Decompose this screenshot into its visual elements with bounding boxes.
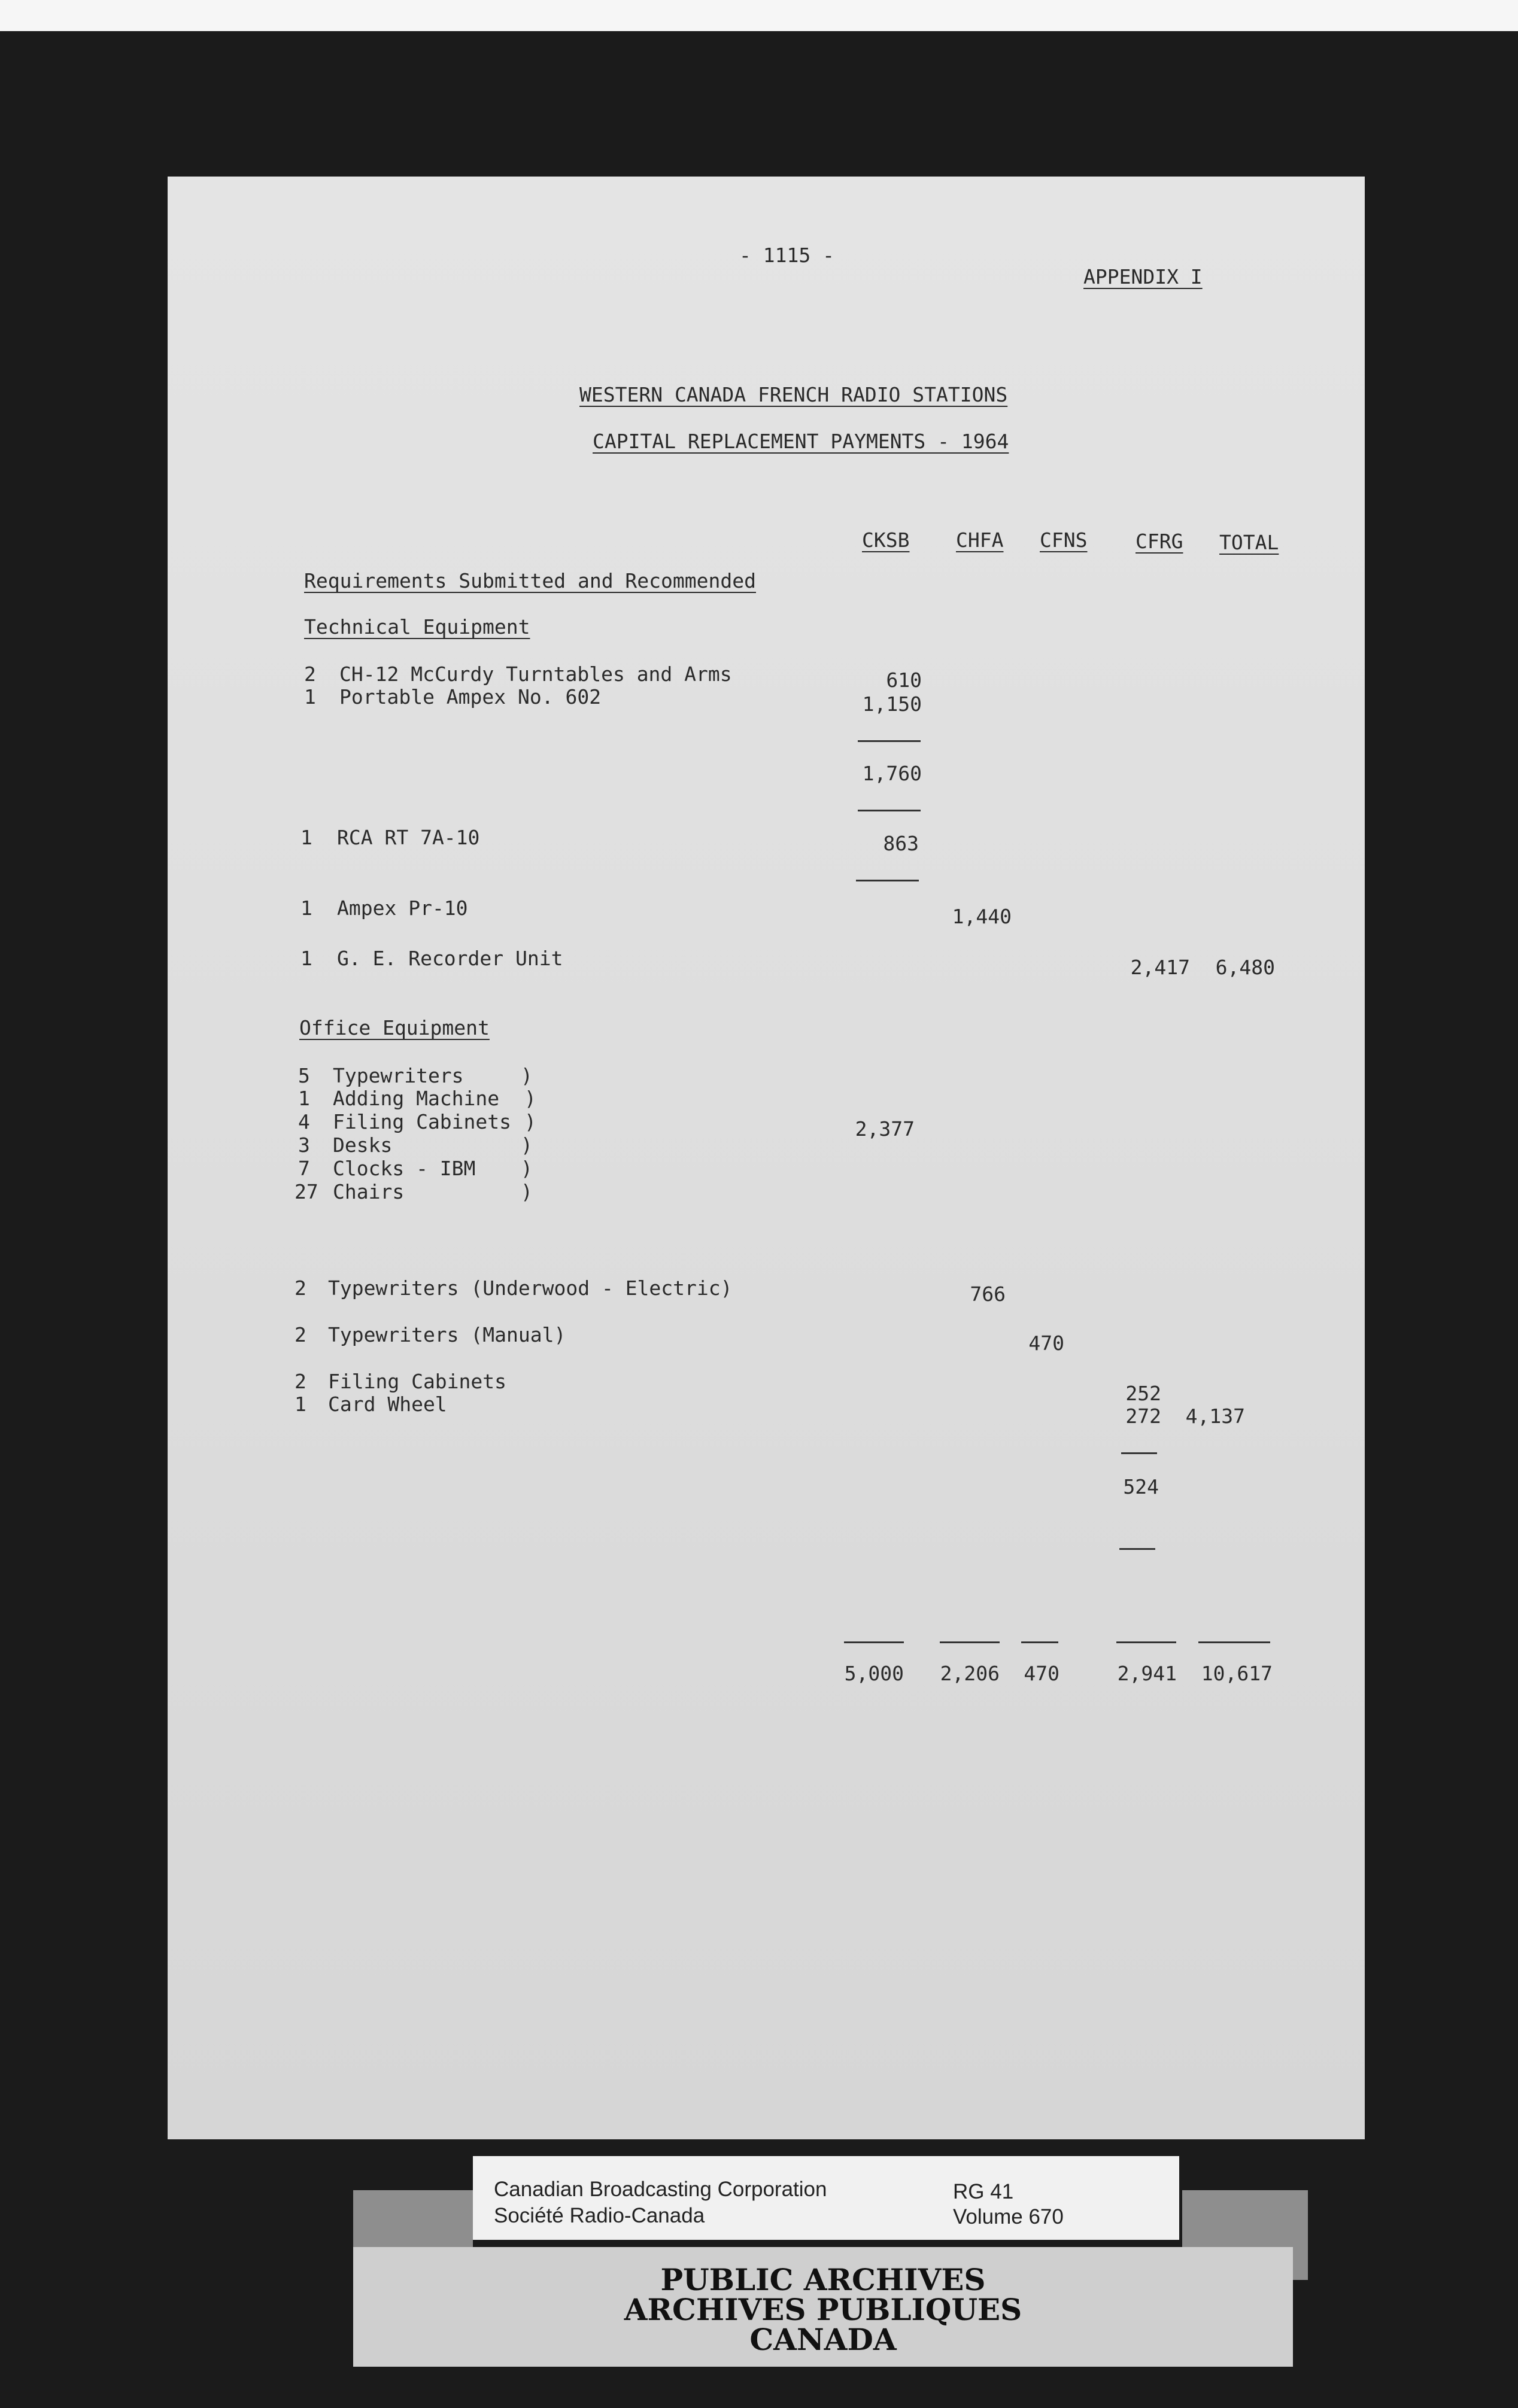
item-description: RCA RT 7A-10 xyxy=(337,826,480,849)
column-header-chfa: CHFA xyxy=(956,528,1004,552)
group-bracket: ) xyxy=(521,1180,533,1203)
grand-total-cksb: 5,000 xyxy=(844,1662,904,1685)
item-description: Clocks - IBM xyxy=(333,1157,476,1180)
subtotal-rule xyxy=(858,810,921,811)
archive-label-volume: Volume 670 xyxy=(953,2205,1064,2228)
document-page xyxy=(168,177,1365,2139)
item-description: CH-12 McCurdy Turntables and Arms xyxy=(339,662,732,686)
cksb-value: 2,377 xyxy=(855,1117,915,1141)
column-header-cfrg: CFRG xyxy=(1136,530,1183,553)
total-rule xyxy=(1021,1641,1058,1643)
total-value: 4,137 xyxy=(1185,1404,1245,1428)
section-heading-office: Office Equipment xyxy=(299,1016,490,1039)
item-qty: 2 xyxy=(304,662,316,686)
item-qty: 4 xyxy=(298,1110,310,1133)
item-description: Typewriters (Underwood - Electric) xyxy=(328,1276,733,1300)
chfa-value: 766 xyxy=(970,1282,1006,1306)
group-bracket: ) xyxy=(521,1133,533,1157)
section-heading-technical: Technical Equipment xyxy=(304,615,530,639)
item-qty: 2 xyxy=(295,1370,306,1393)
item-qty: 2 xyxy=(295,1323,306,1346)
stamp-line: PUBLIC ARCHIVES xyxy=(660,2262,986,2297)
cfns-value: 470 xyxy=(1028,1331,1064,1355)
item-qty: 1 xyxy=(295,1392,306,1416)
column-header-cksb: CKSB xyxy=(862,528,910,552)
item-description: Ampex Pr-10 xyxy=(337,896,468,920)
cfrg-value: 272 xyxy=(1125,1404,1161,1428)
item-qty: 1 xyxy=(300,896,312,920)
archive-label xyxy=(473,2156,1179,2240)
group-bracket: ) xyxy=(521,1064,533,1087)
item-qty: 1 xyxy=(300,947,312,970)
cksb-value: 610 xyxy=(886,668,922,692)
appendix-label: APPENDIX I xyxy=(1083,265,1203,288)
section-heading-requirements: Requirements Submitted and Recommended xyxy=(304,569,756,592)
grand-total-cfrg: 2,941 xyxy=(1117,1662,1177,1685)
grand-total-cfns: 470 xyxy=(1024,1662,1059,1685)
subtotal-rule xyxy=(1119,1548,1155,1550)
cksb-value: 1,150 xyxy=(862,692,922,716)
archive-label-line1: Canadian Broadcasting Corporation xyxy=(494,2178,827,2201)
item-qty: 1 xyxy=(298,1087,310,1110)
cksb-subtotal: 1,760 xyxy=(862,762,922,785)
item-qty: 7 xyxy=(298,1157,310,1180)
item-description: Card Wheel xyxy=(328,1392,447,1416)
column-header-cfns: CFNS xyxy=(1040,528,1088,552)
cfrg-subtotal: 524 xyxy=(1123,1475,1159,1498)
grand-total-all: 10,617 xyxy=(1201,1662,1273,1685)
chfa-value: 1,440 xyxy=(952,905,1012,928)
subtotal-rule xyxy=(858,740,921,742)
item-description: Typewriters xyxy=(333,1064,464,1087)
group-bracket: ) xyxy=(524,1110,536,1133)
cfrg-value: 2,417 xyxy=(1130,956,1190,979)
item-qty: 5 xyxy=(298,1064,310,1087)
item-description: Typewriters (Manual) xyxy=(328,1323,566,1346)
total-rule xyxy=(1198,1641,1270,1643)
item-description: Portable Ampex No. 602 xyxy=(339,685,602,709)
document-subtitle: CAPITAL REPLACEMENT PAYMENTS - 1964 xyxy=(593,430,1009,453)
total-value: 6,480 xyxy=(1215,956,1275,979)
item-description: Adding Machine xyxy=(333,1087,500,1110)
group-bracket: ) xyxy=(521,1157,533,1180)
cfrg-value: 252 xyxy=(1125,1382,1161,1405)
grand-total-chfa: 2,206 xyxy=(940,1662,1000,1685)
item-qty: 3 xyxy=(298,1133,310,1157)
item-description: G. E. Recorder Unit xyxy=(337,947,563,970)
item-qty: 2 xyxy=(295,1276,306,1300)
item-qty: 27 xyxy=(295,1180,318,1203)
item-qty: 1 xyxy=(304,685,316,709)
item-description: Filing Cabinets xyxy=(333,1110,512,1133)
stamp-line: CANADA xyxy=(749,2322,897,2357)
subtotal-rule xyxy=(1121,1452,1157,1454)
total-rule xyxy=(940,1641,1000,1643)
page-number: - 1115 - xyxy=(739,244,834,267)
archive-label-line2: Société Radio-Canada xyxy=(494,2204,705,2227)
item-description: Chairs xyxy=(333,1180,405,1203)
cksb-value: 863 xyxy=(883,832,919,855)
stamp-line: ARCHIVES PUBLIQUES xyxy=(624,2292,1022,2327)
archive-label-rg: RG 41 xyxy=(953,2180,1014,2203)
film-edge xyxy=(0,0,1518,31)
public-archives-stamp xyxy=(353,2247,1293,2367)
item-qty: 1 xyxy=(300,826,312,849)
group-bracket: ) xyxy=(524,1087,536,1110)
column-header-total: TOTAL xyxy=(1219,531,1279,554)
item-description: Filing Cabinets xyxy=(328,1370,507,1393)
document-title: WESTERN CANADA FRENCH RADIO STATIONS xyxy=(579,383,1008,406)
total-rule xyxy=(1116,1641,1176,1643)
subtotal-rule xyxy=(856,880,919,881)
total-rule xyxy=(844,1641,904,1643)
item-description: Desks xyxy=(333,1133,393,1157)
